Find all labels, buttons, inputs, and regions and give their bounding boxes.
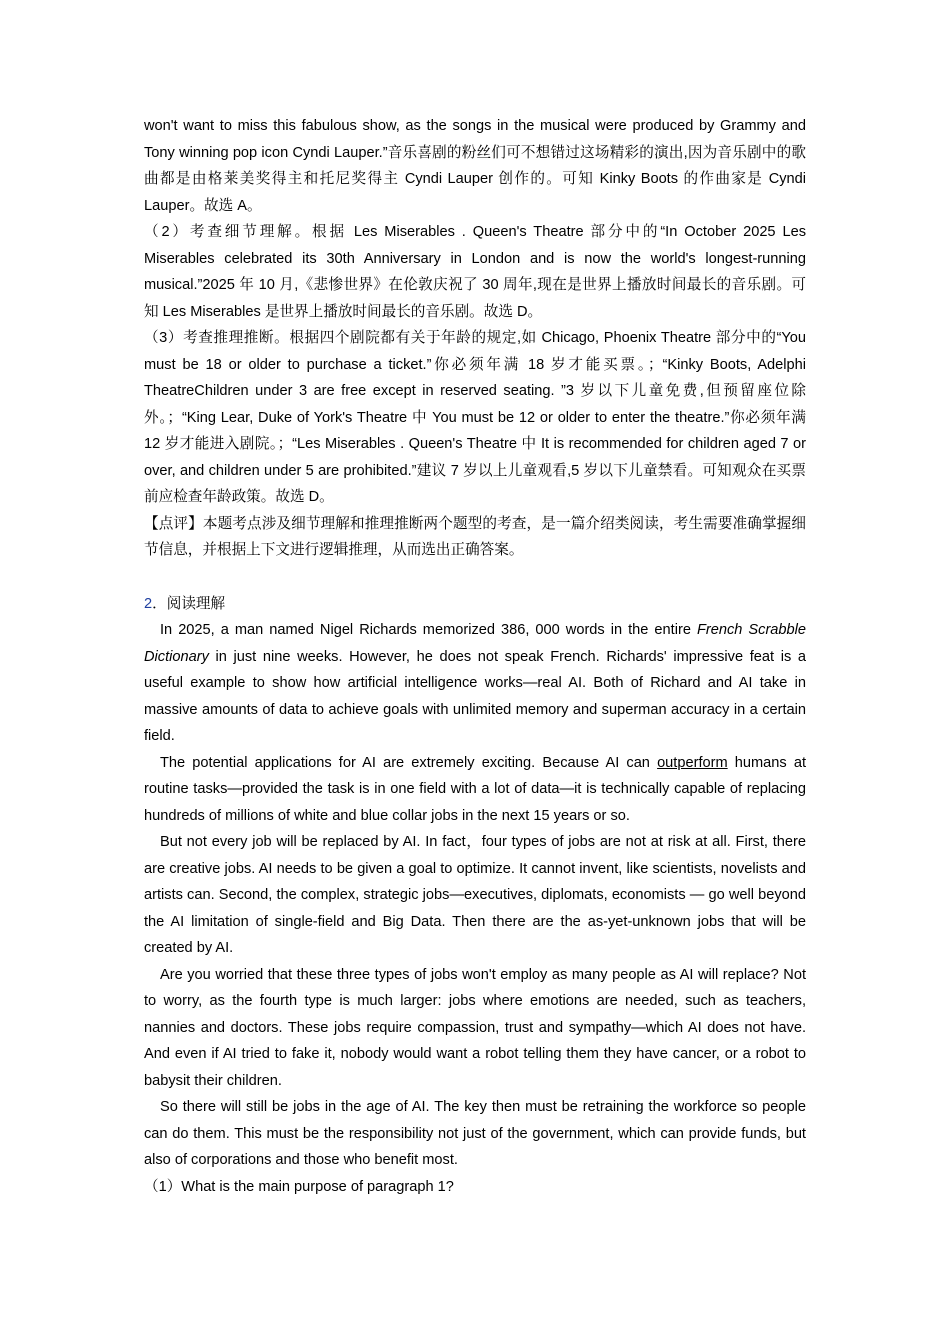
passage-paragraph-4: Are you worried that these three types of jobs won't employ as many people as AI will replace? Not to worry, as the fourth type is much larger: jobs where emotions are needed, such as teachers, nannies and doctors. These jobs require compassion, trust and sympathy—which AI does not have. And even if AI tried to fake it, nobody would want a robot telling them they have cancer, or a robot to babysit their children. — [144, 966, 806, 1089]
passage-paragraph-2: The potential applications for AI are extremely exciting. Because AI can outperform humans at routine tasks—provided the task is in one field with a lot of data—it is technically capable of replacing hundreds of millions of white and blue collar jobs in the next 15 years or so. — [144, 754, 806, 824]
section-number: 2 — [144, 595, 153, 612]
passage-paragraph-5: So there will still be jobs in the age of AI. The key then must be retraining the workforce so people can do them. This must be the responsibility not just of the government, which can provide funds, but also of corporations and those who benefit most. — [144, 1099, 806, 1168]
answer-2-explanation: （2）考查细节理解。根据 Les Miserables . Queen's Theatre 部分中的“In October 2025 Les Miserables celebrated its 30th Anniversary in London and is now the world's longest-running musical.”2025 年 10 月,《悲惨世界》在伦敦庆祝了 30 周年,现在是世界上播放时间最长的音乐剧。可知 Les Miserables 是世界上播放时间最长的音乐剧。故选 D。 — [144, 224, 806, 320]
passage-paragraph-3: But not every job will be replaced by AI. In fact，four types of jobs are not at risk at all. First, there are creative jobs. AI needs to be given a goal to optimize. It cannot invent, like scientists, novelists and artists can. Second, the complex, strategic jobs—executives, diplomats, economists — go well beyond the AI limitation of single-field and Big Data. Then there are the as-yet-unknown jobs that will be created by AI. — [144, 834, 806, 956]
document-body — [144, 113, 806, 1200]
underlined-word: outperform — [657, 754, 728, 771]
section-heading — [144, 591, 806, 618]
section-gap — [144, 564, 806, 591]
comment: 【点评】本题考点涉及细节理解和推理推断两个题型的考查，是一篇介绍类阅读，考生需要准确掌握细节信息，并根据上下文进行逻辑推理，从而选出正确答案。 — [144, 515, 806, 558]
answer-1-explanation: won't want to miss this fabulous show, as the songs in the musical were produced by Grammy and Tony winning pop icon Cyndi Lauper.”音乐喜剧的粉丝们可不想错过这场精彩的演出,因为音乐剧中的歌曲都是由格莱美奖得主和托尼奖得主 Cyndi Lauper 创作的。可知 Kinky Boots 的作曲家是 Cyndi Lauper。故选 A。 — [144, 118, 806, 214]
book-title: French Scrabble Dictionary — [144, 622, 807, 665]
question-1: （1）What is the main purpose of paragraph 1? — [144, 1178, 454, 1195]
section-title: ．阅读理解 — [152, 595, 226, 612]
passage-paragraph-1: In 2025, a man named Nigel Richards memorized 386, 000 words in the entire French Scrabble Dictionary in just nine weeks. However, he does not speak French. Richards' impressive feat is a useful example to show how artificial intelligence works—real AI. Both of Richard and AI take in massive amounts of data to achieve goals with unlimited memory and superman accuracy in a certain field. — [144, 622, 807, 744]
answer-3-explanation: （3）考查推理推断。根据四个剧院都有关于年龄的规定,如 Chicago, Phoenix Theatre 部分中的“You must be 18 or older to purchase a ticket.”你必须年满 18 岁才能买票。；“Kinky Boots, Adelphi TheatreChildren under 3 are free except in reserved seating. ”3 岁以下儿童免费,但预留座位除外。；“King Lear, Duke of York's Theatre 中 You must be 12 or older to enter the theatre.”你必须年满 12 岁才能进入剧院。；“Les Miserables . Queen's Theatre 中 It is recommended for children aged 7 or over, and children under 5 are prohibited.”建议 7 岁以上儿童观看,5 岁以下儿童禁看。可知观众在买票前应检查年龄政策。故选 D。 — [144, 330, 806, 505]
